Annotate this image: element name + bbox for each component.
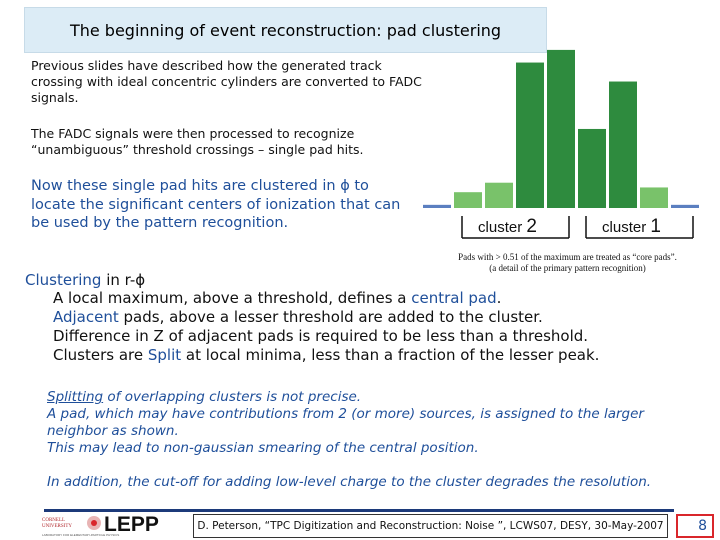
pad-bar-5: [547, 50, 575, 208]
pad-bar-8: [640, 187, 668, 208]
splitting-line-1: Splitting of overlapping clusters is not precise.: [47, 389, 362, 405]
clustering-intro-paragraph: Now these single pad hits are clustered in ϕ to locate the significant centers of ionization that can be used by the pattern recognition.: [31, 178, 401, 231]
svg-text:CORNELL: CORNELL: [42, 518, 66, 523]
clustering-heading: Clustering in r-ϕ: [25, 271, 146, 289]
pad-bar-9: [671, 205, 699, 208]
splitting-note: [47, 389, 687, 457]
rule-split: Clusters are Split at local minima, less than a fraction of the lesser peak.: [53, 346, 600, 364]
lepp-logo: [40, 512, 185, 538]
lepp-wordmark: LEPP: [104, 513, 159, 536]
rule-central-pad: A local maximum, above a threshold, defines a central pad.: [53, 289, 502, 307]
svg-text:LABORATORY FOR ELEMENTARY-PART: LABORATORY FOR ELEMENTARY-PARTICLE PHYSICS: [42, 533, 120, 537]
fadc-paragraph: The FADC signals were then processed to recognize “unambiguous” threshold crossings – single pad hits.: [31, 126, 364, 157]
rule-z-difference: Difference in Z of adjacent pads is required to be less than a threshold.: [53, 327, 589, 345]
cluster-label-2: cluster 1: [602, 216, 661, 237]
slide-title: The beginning of event reconstruction: pad clustering: [24, 7, 547, 53]
caption-line-2: (a detail of the primary pattern recognition): [489, 263, 646, 273]
caption-line-1: Pads with > 0.51 of the maximum are treated as “core pads”.: [458, 252, 677, 262]
clustering-rules: [53, 289, 713, 365]
cluster-label-1: cluster 2: [478, 216, 537, 237]
pad-cluster-chart: [420, 38, 710, 270]
splitting-line-2: A pad, which may have contributions from 2 (or more) sources, is assigned to the larger neighbor as shown.: [47, 406, 644, 439]
pad-bar-7: [609, 82, 637, 208]
intro-paragraph: Previous slides have described how the generated track crossing with ideal concentric cylinders are converted to FADC signals.: [31, 58, 422, 105]
pad-bar-6: [578, 129, 606, 208]
pad-bar-2: [454, 192, 482, 208]
cutoff-note: In addition, the cut-off for adding low-level charge to the cluster degrades the resolution.: [47, 474, 652, 490]
splitting-line-3: This may lead to non-gaussian smearing of the central position.: [47, 440, 479, 456]
footer-citation: D. Peterson, “TPC Digitization and Reconstruction: Noise ”, LCWS07, DESY, 30-May-2007: [193, 514, 668, 538]
pad-bar-3: [485, 183, 513, 208]
page-number: 8: [676, 514, 714, 538]
clustering-keyword: Clustering: [25, 271, 102, 289]
svg-text:UNIVERSITY: UNIVERSITY: [42, 524, 72, 529]
pad-bar-1: [423, 205, 451, 208]
rule-adjacent-pads: Adjacent pads, above a lesser threshold are added to the cluster.: [53, 308, 543, 326]
pad-bar-4: [516, 63, 544, 208]
